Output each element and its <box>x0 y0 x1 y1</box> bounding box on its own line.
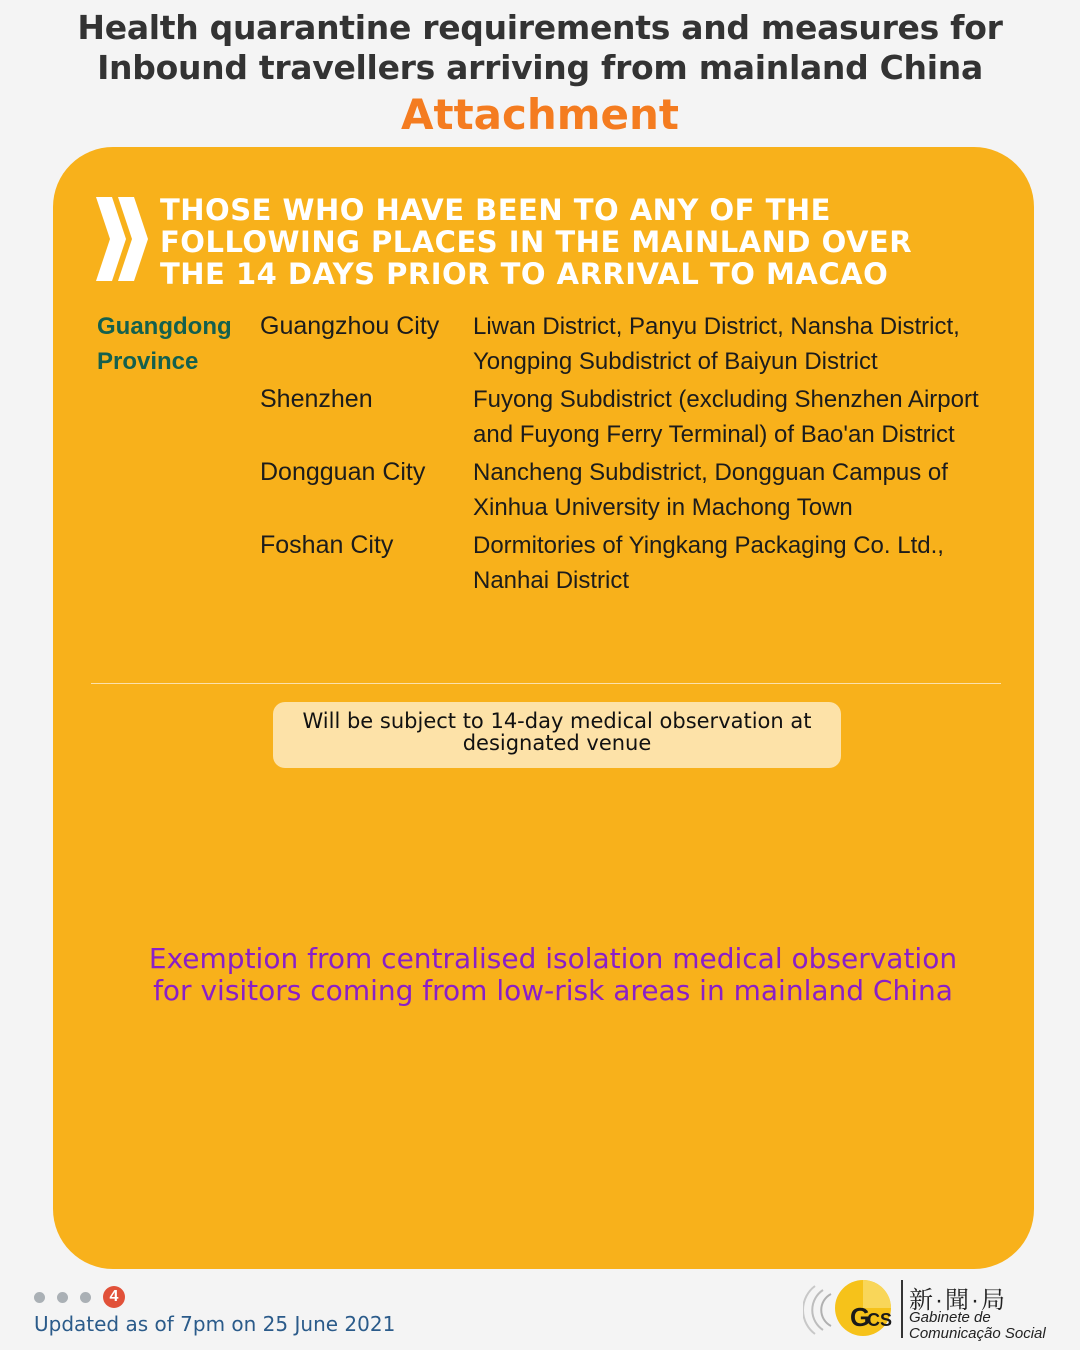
city-name: Dongguan City <box>260 458 426 486</box>
logo-pt-line-2: Comunicação Social <box>909 1325 1046 1342</box>
current-page-badge: 4 <box>103 1286 125 1308</box>
area-list: Nancheng Subdistrict, Dongguan Campus of Xinhua University in Machong Town <box>473 459 948 521</box>
svg-text:G: G <box>850 1302 871 1332</box>
double-chevron-icon <box>96 197 148 281</box>
table-row <box>260 382 1000 452</box>
exemption-line-2: for visitors coming from low-risk areas in mainland China <box>153 974 953 1007</box>
page-dot[interactable] <box>57 1292 68 1303</box>
divider <box>91 683 1001 684</box>
logo-portuguese-text <box>909 1310 1046 1342</box>
page-indicator[interactable] <box>34 1286 125 1308</box>
section-heading <box>160 194 1020 290</box>
page-subtitle: Attachment <box>400 90 680 139</box>
info-card <box>53 147 1034 1269</box>
page-header <box>0 8 1080 140</box>
city-name: Guangzhou City <box>260 312 440 340</box>
city-name: Shenzhen <box>260 385 373 413</box>
logo-separator <box>901 1280 903 1338</box>
area-list: Fuyong Subdistrict (excluding Shenzhen Airport and Fuyong Ferry Terminal) of Bao'an District <box>473 386 979 448</box>
observation-note: Will be subject to 14-day medical observation at designated venue <box>273 702 841 768</box>
city-name: Foshan City <box>260 531 394 559</box>
places-table <box>260 309 1000 601</box>
table-row <box>260 455 1000 525</box>
table-row <box>260 309 1000 379</box>
province-label <box>97 309 257 379</box>
heading-line-2: FOLLOWING PLACES IN THE MAINLAND OVER <box>160 225 913 259</box>
title-line-2: Inbound travellers arriving from mainland China <box>97 48 983 87</box>
svg-text:CS: CS <box>867 1310 893 1330</box>
table-row <box>260 528 1000 598</box>
heading-line-1: THOSE WHO HAVE BEEN TO ANY OF THE <box>160 193 831 227</box>
gcs-logo <box>803 1274 1073 1344</box>
province-line-1: Guangdong <box>97 313 232 340</box>
logo-pt-line-1: Gabinete de <box>909 1309 991 1326</box>
exemption-line-1: Exemption from centralised isolation medical observation <box>148 942 958 975</box>
page-title <box>0 8 1080 88</box>
heading-line-3: THE 14 DAYS PRIOR TO ARRIVAL TO MACAO <box>160 257 889 291</box>
exemption-link[interactable] <box>113 943 993 1007</box>
province-line-2: Province <box>97 348 199 375</box>
logo-chinese-text: 新·聞·局 <box>909 1287 1007 1314</box>
gcs-logo-icon <box>803 1274 899 1344</box>
page-dot[interactable] <box>34 1292 45 1303</box>
area-list: Liwan District, Panyu District, Nansha District, Yongping Subdistrict of Baiyun District <box>473 313 960 375</box>
updated-timestamp: Updated as of 7pm on 25 June 2021 <box>34 1312 396 1336</box>
area-list: Dormitories of Yingkang Packaging Co. Ltd., Nanhai District <box>473 532 944 594</box>
title-line-1: Health quarantine requirements and measures for <box>77 8 1003 47</box>
page-dot[interactable] <box>80 1292 91 1303</box>
